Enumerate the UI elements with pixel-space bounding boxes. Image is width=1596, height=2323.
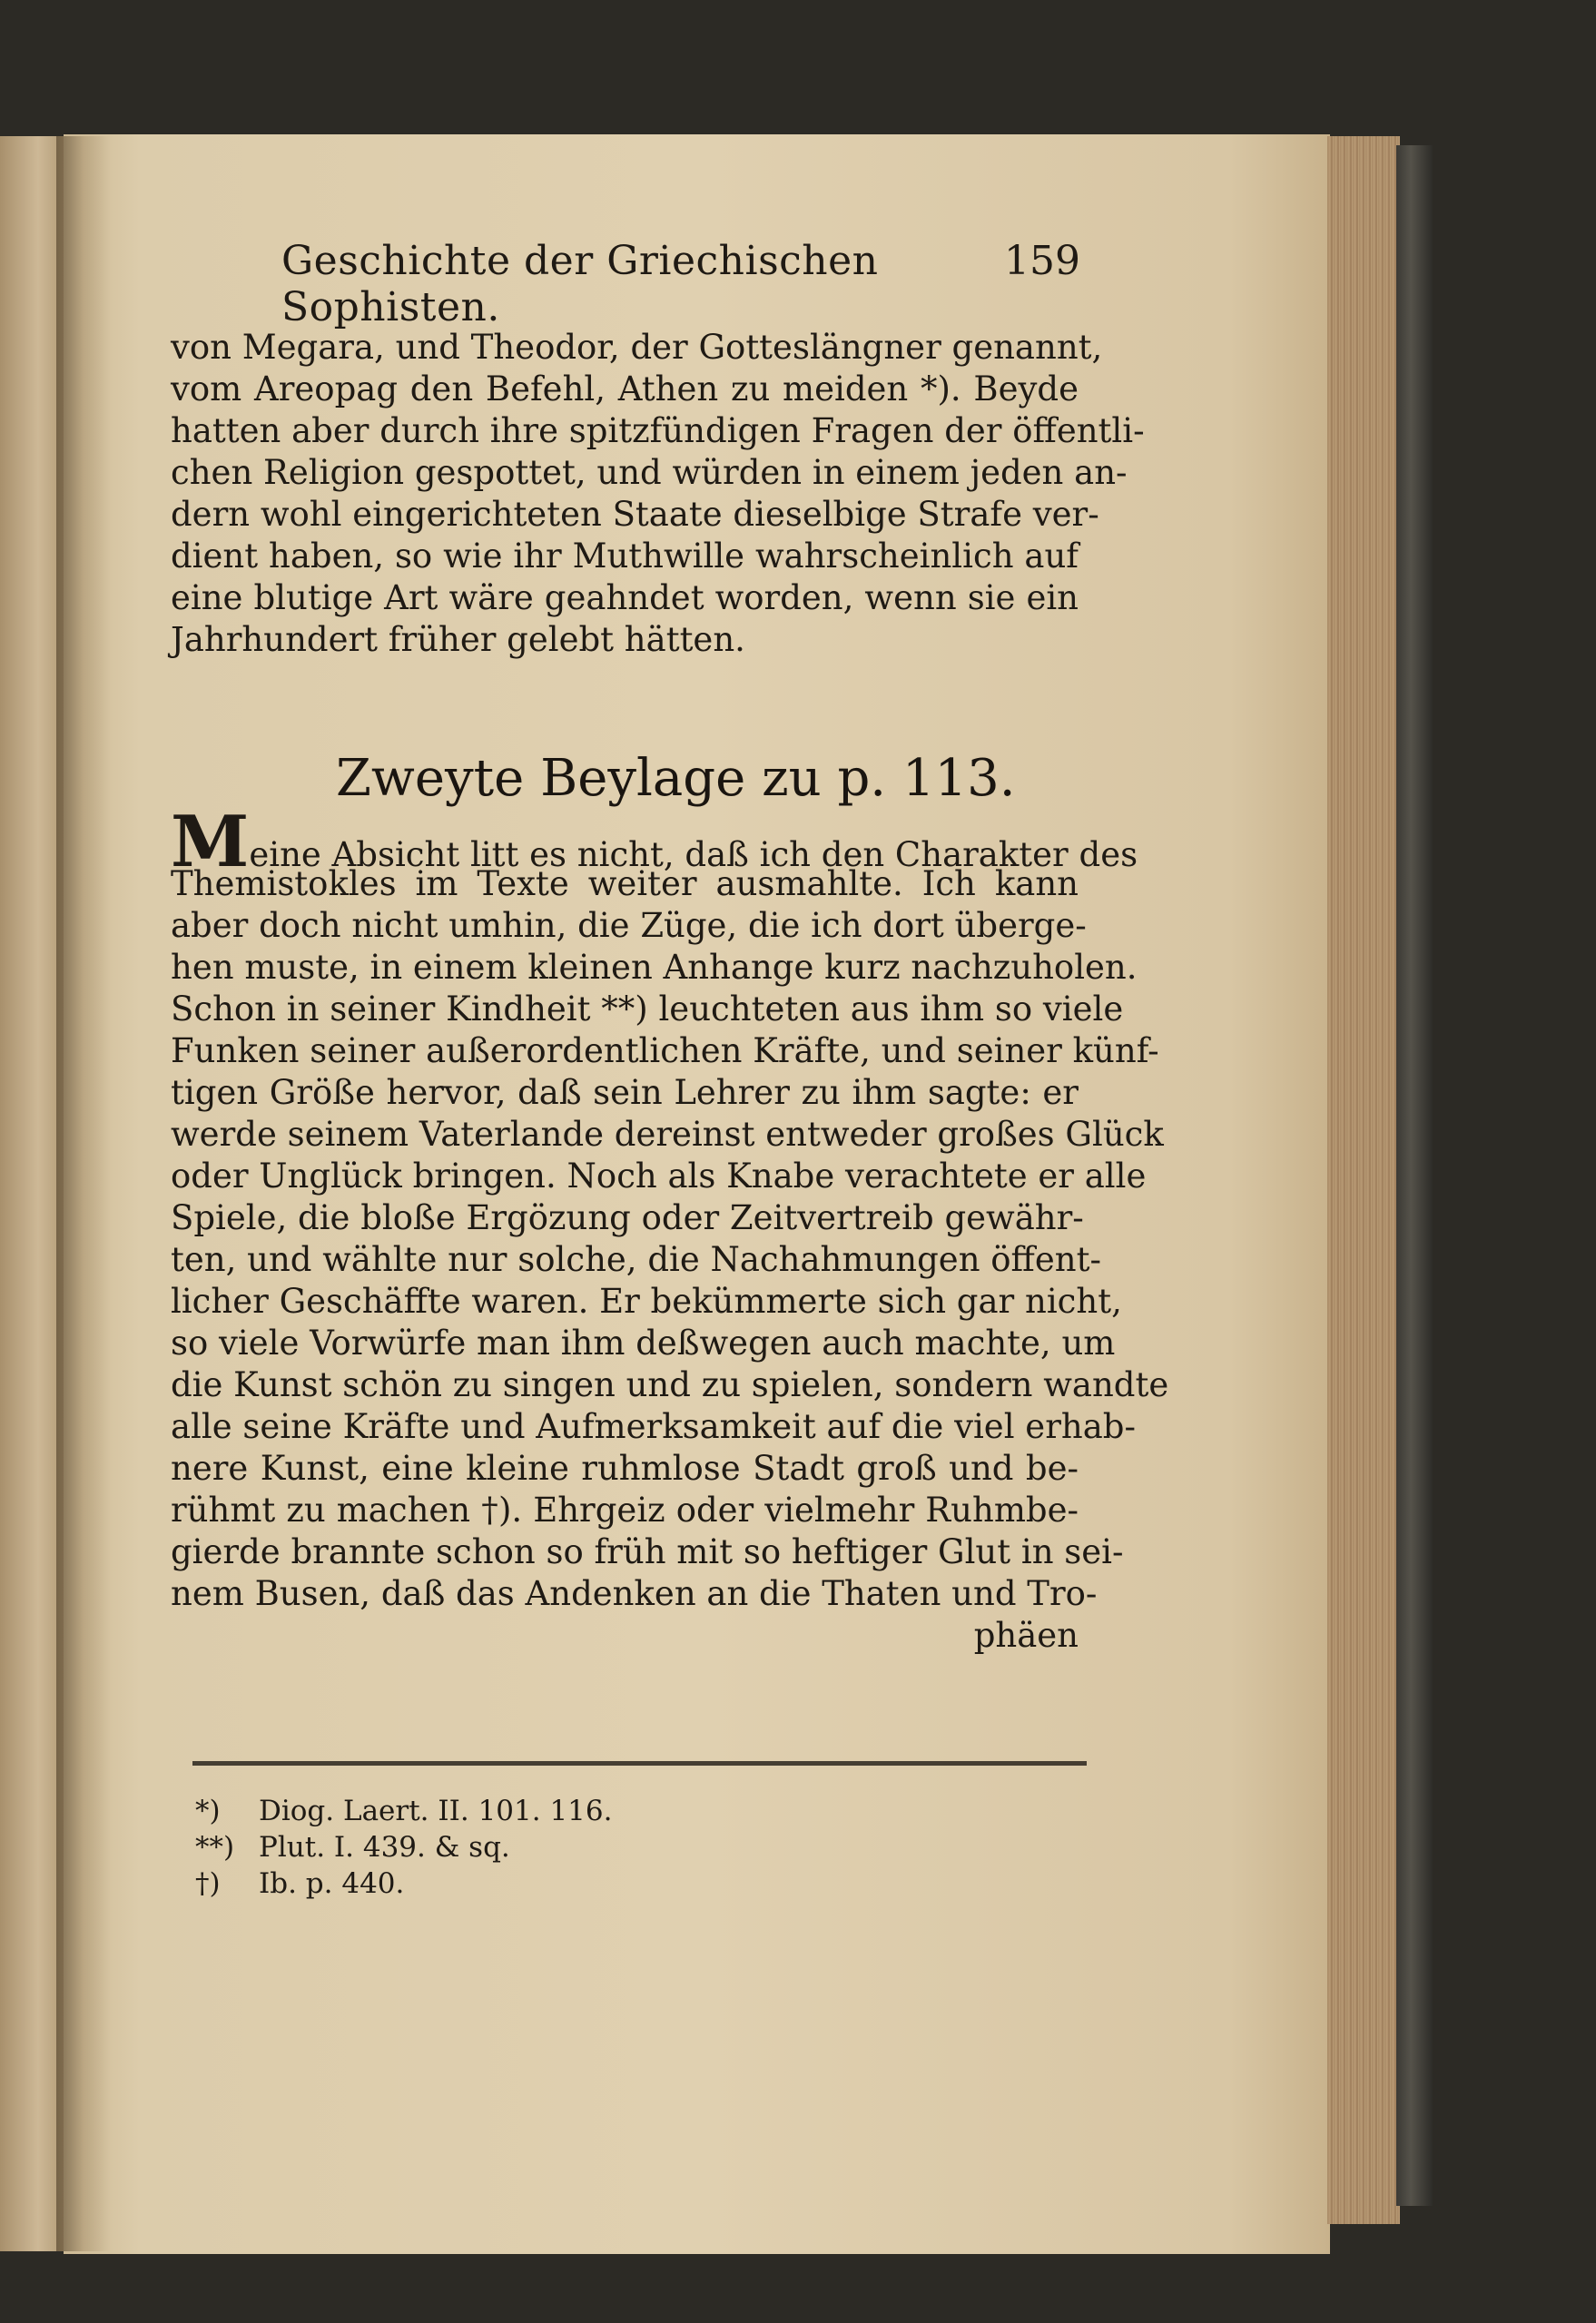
footnote-text: Plut. I. 439. & sq. [259,1831,510,1864]
book-cover-edge [1396,145,1433,2206]
text-line: hatten aber durch ihre spitzfündigen Fragen der öffentli- [171,411,1145,450]
running-header [281,238,1098,330]
footnotes [195,1793,740,1902]
paragraph-themistokles [171,801,1169,1657]
text-line: von Megara, und Theodor, der Gotteslängner genannt, [171,328,1103,367]
text-line: licher Geschäffte waren. Er bekümmerte sich gar nicht, [171,1282,1122,1321]
footnote-text: Diog. Laert. II. 101. 116. [259,1795,613,1827]
text-line: tigen Größe hervor, daß sein Lehrer zu ihm sagte: er [171,1073,1079,1112]
text-line: chen Religion gespottet, und würden in einem jeden an- [171,453,1128,492]
page-gutter [56,136,111,2251]
paragraph-continued [171,327,1145,661]
text-line: nem Busen, daß das Andenken an die Thaten und Tro- [171,1574,1098,1613]
text-line: vom Areopag den Befehl, Athen zu meiden *). Beyde [171,369,1079,408]
text-line: alle seine Kräfte und Aufmerksamkeit auf die viel erhab- [171,1407,1136,1446]
text-line: aber doch nicht umhin, die Züge, die ich dort überge- [171,906,1087,945]
text-line-first [171,801,1138,883]
text-line: so viele Vorwürfe man ihm deßwegen auch machte, um [171,1324,1116,1363]
footnote [195,1793,740,1829]
text-line: werde seinem Vaterlande dereinst entweder großes Glück [171,1115,1164,1154]
text-line: die Kunst schön zu singen und zu spielen, sondern wandte [171,1365,1169,1404]
footnote-mark: **) [195,1831,235,1864]
first-line-text: eine Absicht litt es nicht, daß ich den Charakter des [249,835,1138,874]
footnote-mark: †) [195,1867,221,1900]
page-fore-edge [1327,136,1400,2224]
text-line: gierde brannte schon so früh mit so heftiger Glut in sei- [171,1532,1124,1571]
text-line: Schon in seiner Kindheit **) leuchteten aus ihm so viele [171,989,1124,1029]
page-number: 159 [1004,238,1080,284]
text-line: dient haben, so wie ihr Muthwille wahrscheinlich auf [171,536,1079,576]
text-line: Spiele, die bloße Ergözung oder Zeitvertreib gewähr- [171,1198,1084,1237]
running-title: Geschichte der Griechischen Sophisten. [281,238,879,330]
footnote-mark: *) [195,1795,221,1827]
footnote-text: Ib. p. 440. [259,1867,405,1900]
text-line: hen muste, in einem kleinen Anhange kurz nachzuholen. [171,948,1138,987]
text-line: oder Unglück bringen. Noch als Knabe verachtete er alle [171,1157,1147,1196]
text-line: Jahrhundert früher gelebt hätten. [171,620,745,659]
text-line: Funken seiner außerordentlichen Kräfte, und seiner künf- [171,1031,1159,1070]
text-line: nere Kunst, eine kleine ruhmlose Stadt groß und be- [171,1449,1079,1488]
footnote [195,1865,740,1902]
left-page-edge [0,136,64,2251]
footnote-rule [192,1761,1087,1766]
footnote [195,1829,740,1865]
text-line: ten, und wählte nur solche, die Nachahmungen öffent- [171,1240,1101,1279]
section-heading: Zweyte Beylage zu p. 113. [336,749,1016,808]
text-line: Themistokles im Texte weiter ausmahlte. Ich kann [171,864,1079,903]
text-line: dern wohl eingerichteten Staate dieselbige Strafe ver- [171,495,1099,534]
text-line: eine blutige Art wäre geahndet worden, wenn sie ein [171,578,1079,617]
catchword: phäen [973,1616,1079,1655]
text-line: rühmt zu machen †). Ehrgeiz oder vielmehr Ruhmbe- [171,1491,1079,1530]
drop-cap: M [171,801,250,883]
